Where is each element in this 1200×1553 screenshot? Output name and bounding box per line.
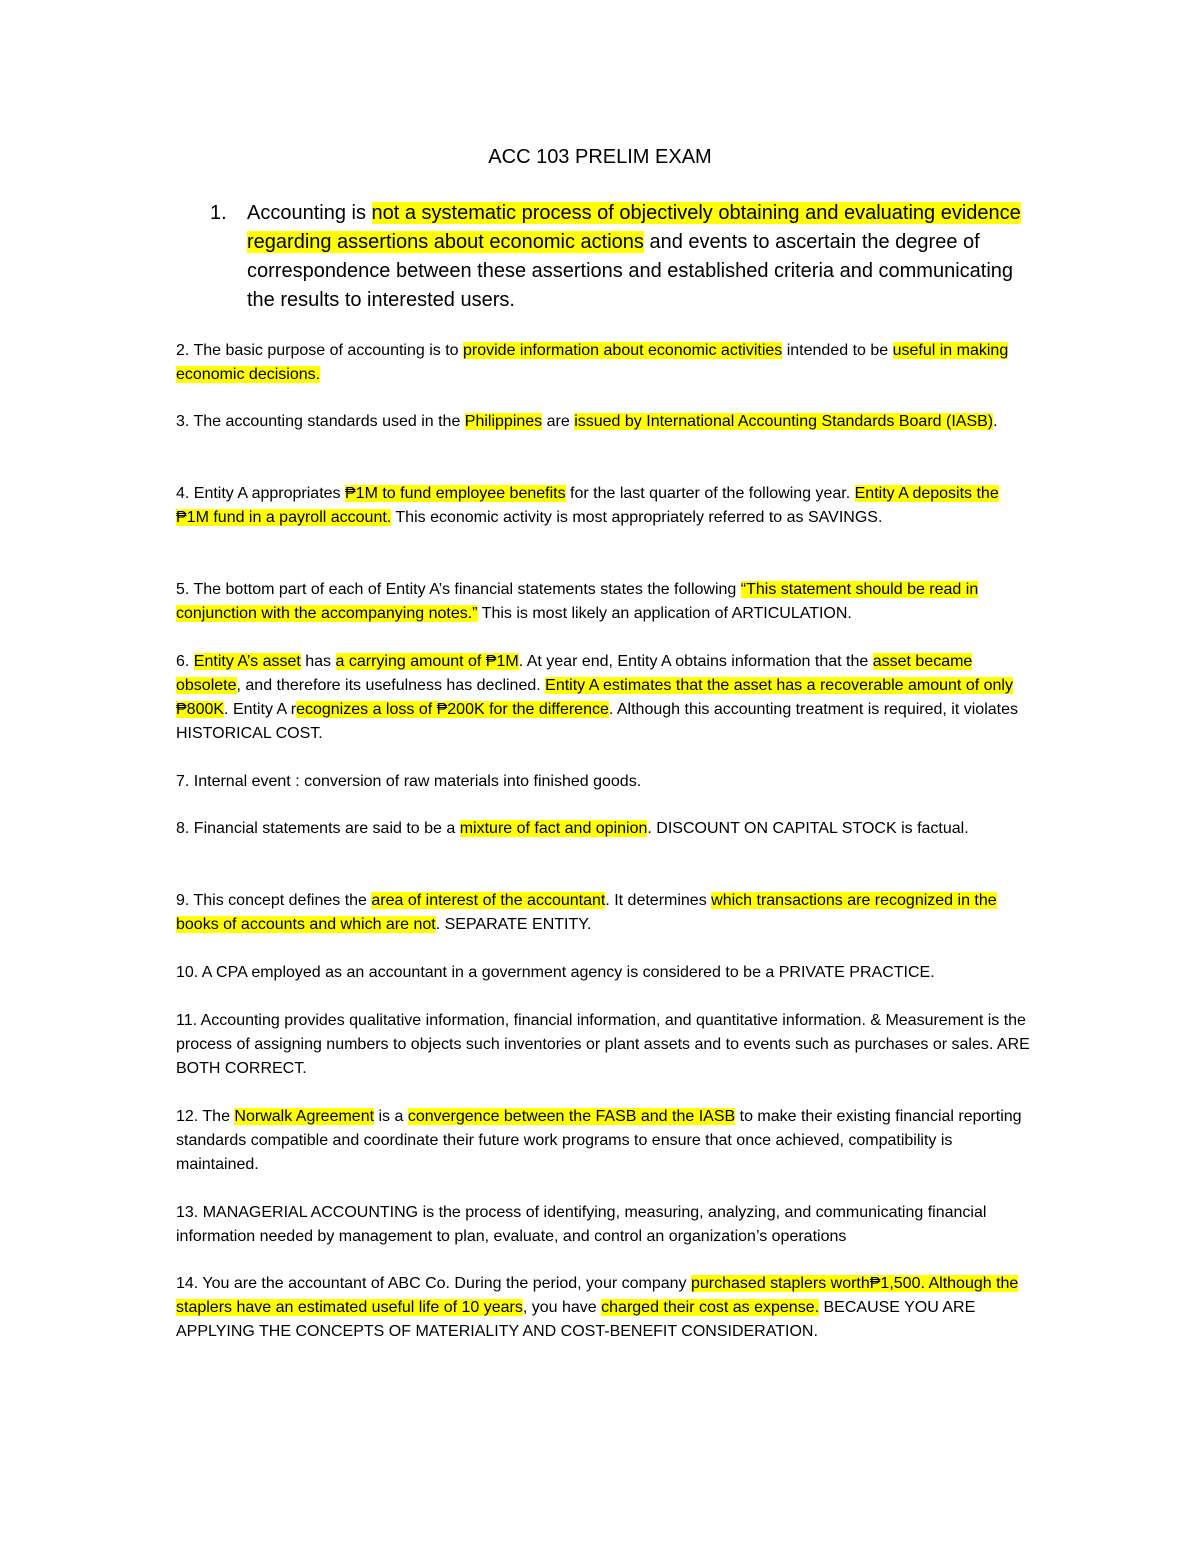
question-7 (176, 770, 1032, 794)
text-segment: , and therefore its usefulness has declined. (236, 677, 546, 694)
question-9 (176, 889, 1032, 937)
document-title: ACC 103 PRELIM EXAM (488, 146, 712, 168)
text-segment: is a (374, 1108, 408, 1125)
highlighted-text: not a systematic process of objectively obtaining and evaluating evidence regarding assertions about economic actions (247, 202, 1021, 253)
text-segment: 8. Financial statements are said to be a (176, 820, 460, 837)
question-4 (176, 482, 1032, 530)
highlighted-text: Norwalk Agreement (234, 1108, 375, 1125)
highlighted-text: ecognizes a loss of ₱200K for the difference (296, 701, 609, 718)
question-10 (176, 961, 1032, 985)
question-text (247, 199, 1040, 315)
question-1 (210, 199, 1040, 315)
text-segment: . Although this accounting treatment is required, it violates HISTORICAL COST. (176, 701, 1018, 742)
text-segment: intended to be (782, 342, 893, 359)
text-segment: and events to ascertain the degree of correspondence between these assertions and established criteria and communicating the results to interested users. (247, 231, 1014, 311)
text-segment: . At year end, Entity A obtains information that the (518, 653, 873, 670)
text-segment: 11. Accounting provides qualitative information, financial information, and quantitative information. & Measurement is the process of assigning numbers to objects such inventories or plant assets and to events such as purchases or sales. ARE BOTH CORRECT. (176, 1012, 1030, 1077)
text-segment: . It determines (605, 892, 712, 909)
highlighted-text: area of interest of the accountant (371, 892, 606, 909)
question-6 (176, 650, 1032, 746)
question-number: 1. (210, 202, 227, 224)
text-segment: . Entity A r (224, 701, 297, 718)
text-segment: 14. You are the accountant of ABC Co. During the period, your company (176, 1275, 691, 1292)
highlighted-text: issued by International Accounting Standards Board (IASB) (574, 413, 994, 430)
text-segment: . (993, 413, 998, 430)
highlighted-text: asset became obsolete (176, 653, 973, 694)
text-segment: 4. Entity A appropriates (176, 485, 345, 502)
text-segment: 13. MANAGERIAL ACCOUNTING is the process of identifying, measuring, analyzing, and communicating financial information needed by management to plan, evaluate, and control an organization’s operations (176, 1204, 987, 1245)
question-14 (176, 1272, 1032, 1344)
highlighted-text: ₱1M to fund employee benefits (345, 485, 566, 502)
highlighted-text: Entity A estimates that the asset has a recoverable amount of only ₱800K (176, 677, 1013, 718)
highlighted-text: which transactions are recognized in the books of accounts and which are not (176, 892, 997, 933)
text-segment: 6. (176, 653, 194, 670)
text-segment: has (300, 653, 336, 670)
text-segment: . DISCOUNT ON CAPITAL STOCK is factual. (647, 820, 969, 837)
text-segment: 3. The accounting standards used in the (176, 413, 465, 430)
question-3 (176, 410, 1032, 434)
question-8 (176, 817, 1032, 841)
highlighted-text: Philippines (464, 413, 543, 430)
highlighted-text: “This statement should be read in conjunction with the accompanying notes.” (176, 581, 979, 622)
highlighted-text: mixture of fact and opinion (459, 820, 648, 837)
highlighted-text: charged their cost as expense. (601, 1299, 820, 1316)
text-segment: to make their existing financial reporting standards compatible and coordinate their future work programs to ensure that once achieved, compatibility is maintained. (176, 1108, 1022, 1173)
text-segment: BECAUSE YOU ARE APPLYING THE CONCEPTS OF MATERIALITY AND COST-BENEFIT CONSIDERATION. (176, 1299, 976, 1340)
text-segment: 5. The bottom part of each of Entity A’s financial statements states the following (176, 581, 741, 598)
highlighted-text: convergence between the FASB and the IASB (407, 1108, 736, 1125)
question-2 (176, 339, 1032, 387)
text-segment: for the last quarter of the following year. (565, 485, 855, 502)
text-segment: . SEPARATE ENTITY. (435, 916, 592, 933)
text-segment: 2. The basic purpose of accounting is to (176, 342, 463, 359)
highlighted-text: provide information about economic activities (463, 342, 783, 359)
question-5 (176, 578, 1032, 626)
text-segment: This economic activity is most appropriately referred to as SAVINGS. (391, 509, 883, 526)
text-segment: 10. A CPA employed as an accountant in a government agency is considered to be a PRIVATE PRACTICE. (176, 964, 935, 981)
text-segment: Accounting is (247, 202, 372, 224)
text-segment: 7. Internal event : conversion of raw materials into finished goods. (176, 773, 642, 790)
highlighted-text: a carrying amount of ₱1M (335, 653, 519, 670)
text-segment: are (542, 413, 575, 430)
highlighted-text: Entity A’s asset (193, 653, 301, 670)
highlighted-text: useful in making economic decisions. (176, 342, 1009, 383)
question-11 (176, 1009, 1032, 1081)
question-13 (176, 1201, 1032, 1249)
highlighted-text: Entity A deposits the ₱1M fund in a payroll account. (176, 485, 999, 526)
question-12 (176, 1105, 1032, 1177)
highlighted-text: purchased staplers worth₱1,500. Although the staplers have an estimated useful life of 10 years (176, 1275, 1019, 1316)
text-segment: , you have (522, 1299, 602, 1316)
text-segment: 9. This concept defines the (176, 892, 372, 909)
text-segment: This is most likely an application of ARTICULATION. (477, 605, 852, 622)
text-segment: 12. The (176, 1108, 235, 1125)
